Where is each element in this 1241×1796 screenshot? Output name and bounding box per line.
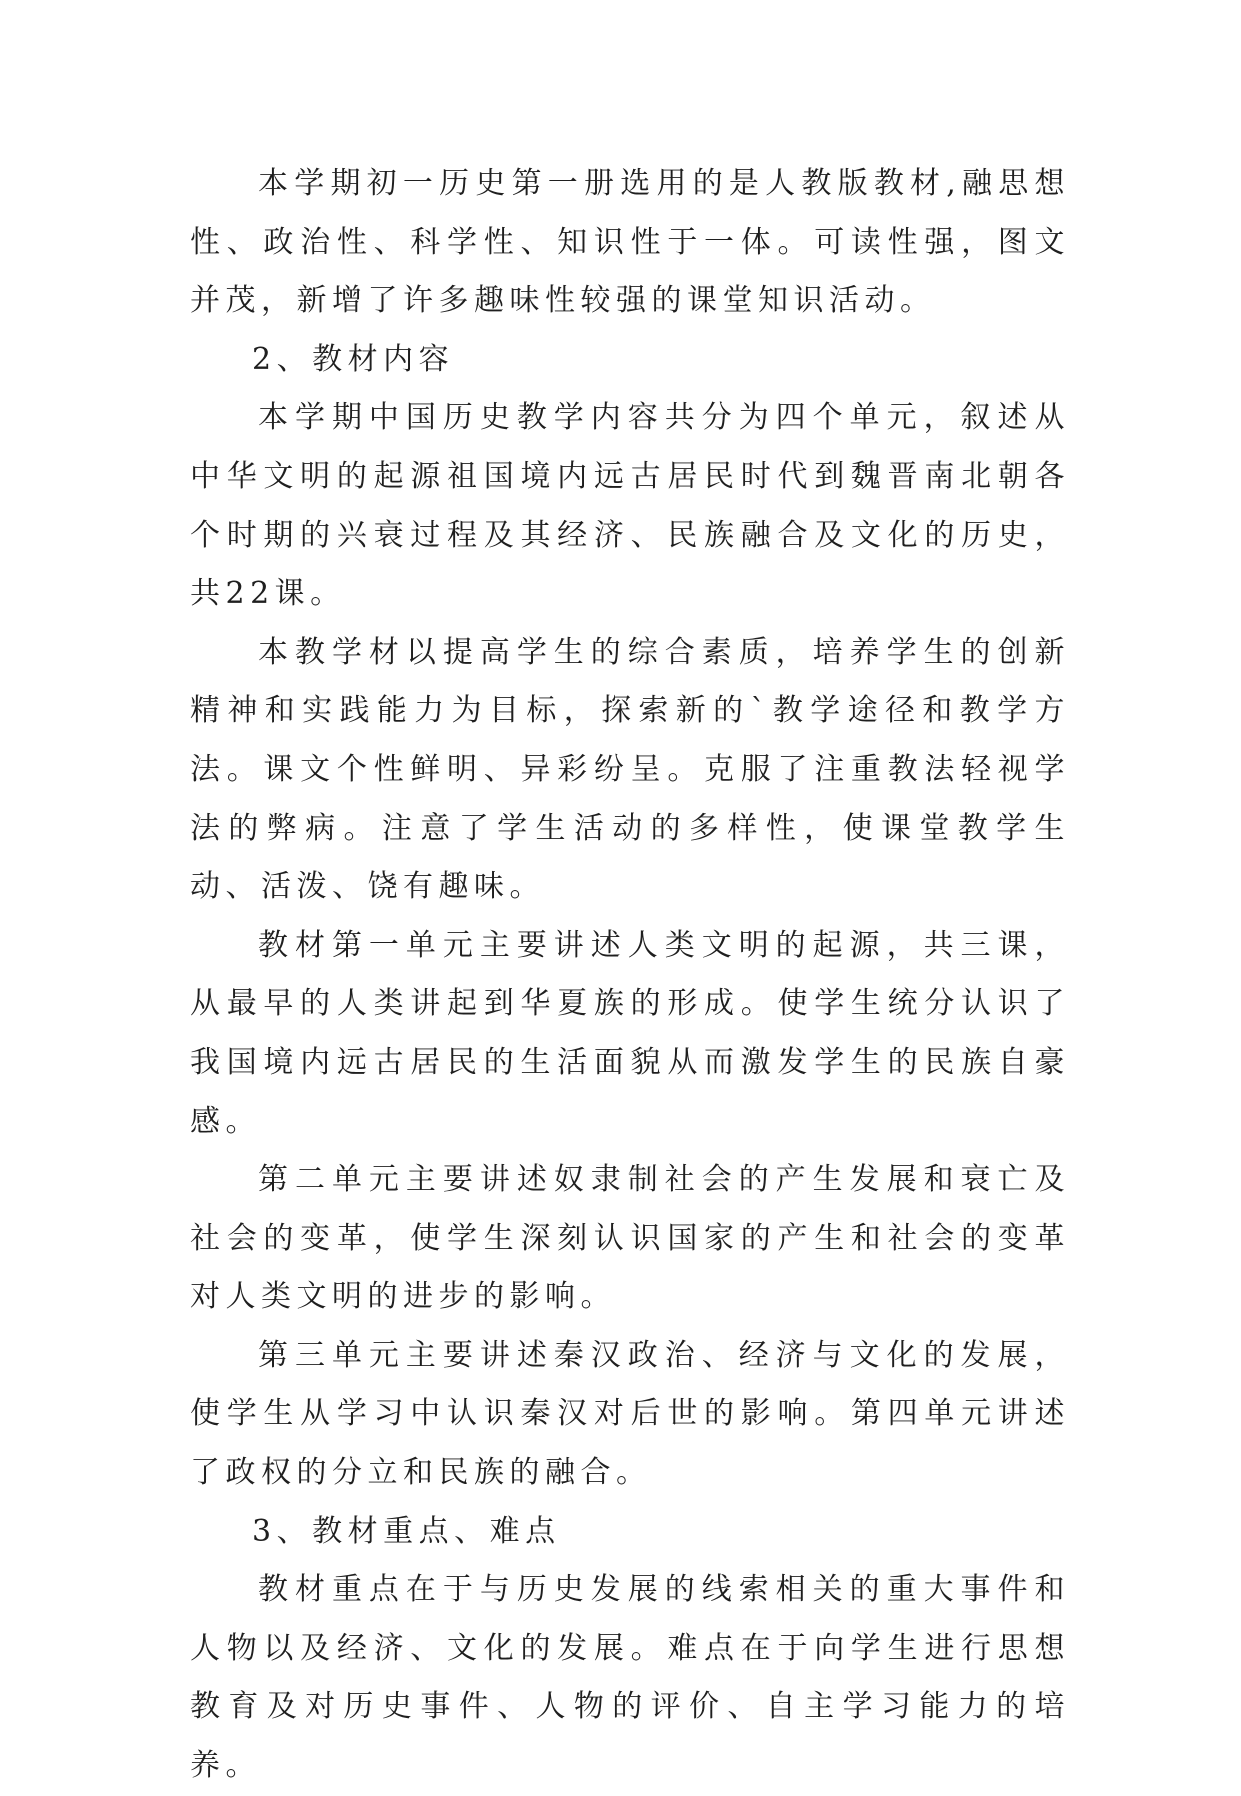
document-body [190, 155, 1070, 1796]
paragraph-unit-two: 第二单元主要讲述奴隶制社会的产生发展和衰亡及社会的变革，使学生深刻认识国家的产生和社会的变革对人类文明的进步的影响。 [190, 1162, 1070, 1315]
heading-key-points: 3、教材重点、难点 [252, 1513, 561, 1549]
paragraph-textbook-overview: 本学期初一历史第一册选用的是人教版教材,融思想性、政治性、科学性、知识性于一体。可读性强，图文并茂，新增了许多趣味性较强的课堂知识活动。 [190, 166, 1070, 319]
paragraph-unit-three-four: 第三单元主要讲述秦汉政治、经济与文化的发展，使学生从学习中认识秦汉对后世的影响。第四单元讲述了政权的分立和民族的融合。 [190, 1337, 1070, 1491]
heading-textbook-content: 2、教材内容 [252, 341, 455, 377]
paragraph-semester-content: 本学期中国历史教学内容共分为四个单元，叙述从中华文明的起源祖国境内远古居民时代到魏晋南北朝各个时期的兴衰过程及其经济、民族融合及文化的历史，共22课。 [190, 400, 1070, 612]
paragraph-unit-one: 教材第一单元主要讲述人类文明的起源，共三课，从最早的人类讲起到华夏族的形成。使学生统分认识了我国境内远古居民的生活面貌从而激发学生的民族自豪感。 [190, 927, 1070, 1139]
paragraph-teaching-goals: 本教学材以提高学生的综合素质，培养学生的创新精神和实践能力为目标，探索新的`教学途径和教学方法。课文个性鲜明、异彩纷呈。克服了注重教法轻视学法的弊病。注意了学生活动的多样性，使课堂教学生动、活泼、饶有趣味。 [190, 634, 1070, 905]
paragraph-key-points: 教材重点在于与历史发展的线索相关的重大事件和人物以及经济、文化的发展。难点在于向学生进行思想教育及对历史事件、人物的评价、自主学习能力的培养。 [190, 1572, 1070, 1784]
